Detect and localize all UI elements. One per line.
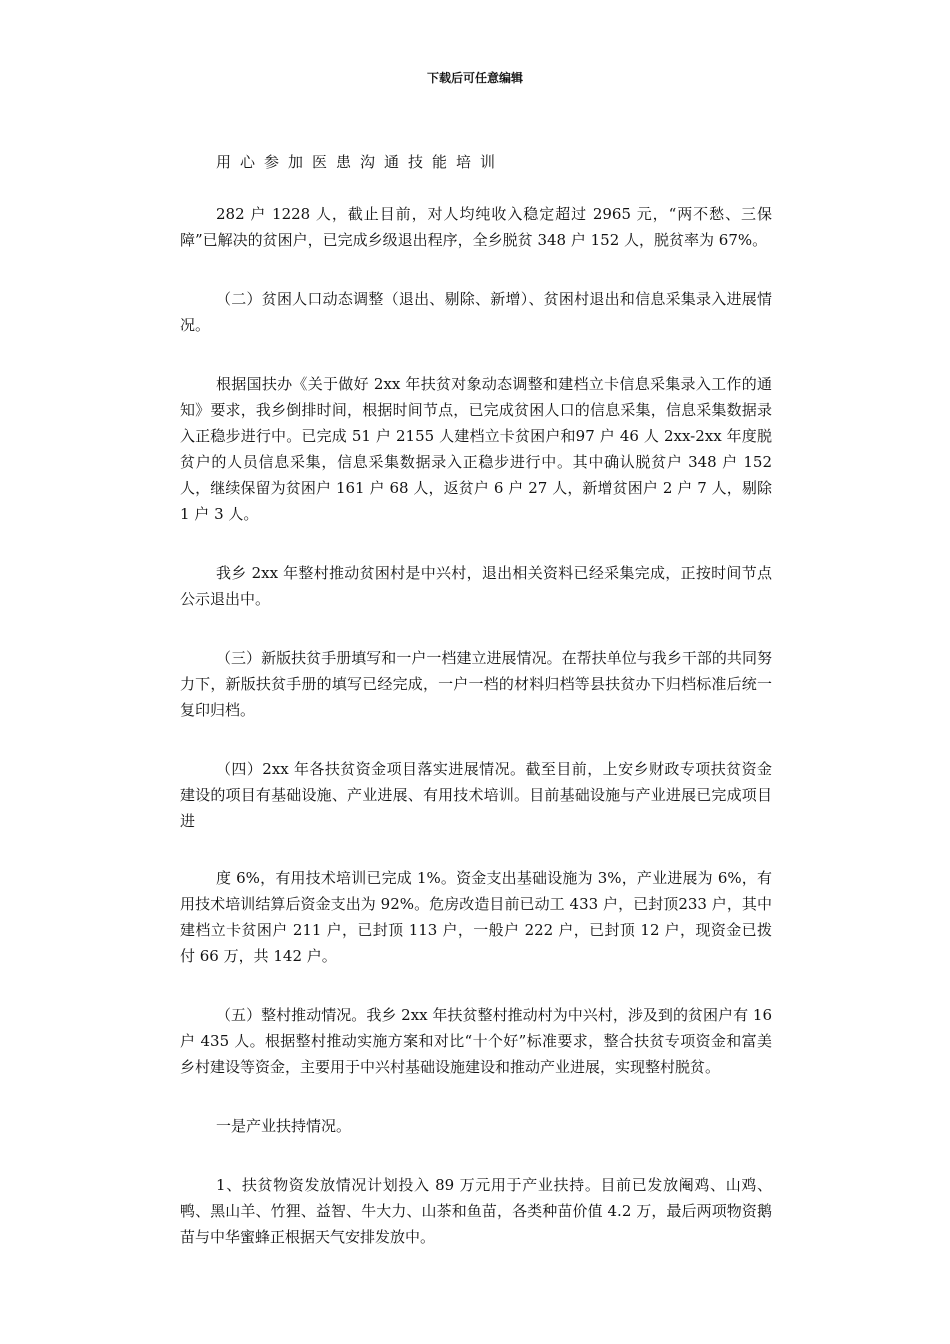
page-header: 下载后可任意编辑 <box>426 71 523 85</box>
paragraph-progress: 度 6%，有用技术培训已完成 1%。资金支出基础设施为 3%，产业进展为 6%，有用技术培训结算后资金支出为 92%。危房改造目前已动工 433 户，已封顶233 户，其中建档立卡贫困户 211 户，已封顶 113 户，一般户 222 户，已封顶 12 户，现资金已拨付 66 万，共 142 户。 <box>180 869 772 965</box>
document-body <box>180 150 772 1250</box>
paragraph-section-2-heading: （二）贫困人口动态调整（退出、剔除、新增）、贫困村退出和信息采集录入进展情况。 <box>180 290 772 334</box>
paragraph-data-collection: 根据国扶办《关于做好 2xx 年扶贫对象动态调整和建档立卡信息采集录入工作的通知》要求，我乡倒排时间，根据时间节点，已完成贫困人口的信息采集，信息采集数据录入正稳步进行中。已完成 51 户 2155 人建档立卡贫困户和97 户 46 人 2xx-2xx 年度脱贫户的人员信息采集，信息采集数据录入正稳步进行中。其中确认脱贫户 348 户 152 人，继续保留为贫困户 161 户 68 人，返贫户 6 户 27 人，新增贫困户 2 户 7 人，剔除 1 户 3 人。 <box>180 375 772 523</box>
paragraph-section-5: （五）整村推动情况。我乡 2xx 年扶贫整村推动村为中兴村，涉及到的贫困户有 16 户 435 人。根据整村推动实施方案和对比“十个好”标准要求，整合扶贫专项资金和富美乡村建设等资金，主要用于中兴村基础设施建设和推动产业进展，实现整村脱贫。 <box>180 1006 772 1076</box>
document-title: 用心参加医患沟通技能培训 <box>216 153 505 171</box>
paragraph-section-3: （三）新版扶贫手册填写和一户一档建立进展情况。在帮扶单位与我乡干部的共同努力下，新版扶贫手册的填写已经完成，一户一档的材料归档等县扶贫办下归档标准后统一复印归档。 <box>180 649 772 719</box>
paragraph-materials: 1、扶贫物资发放情况计划投入 89 万元用于产业扶持。目前已发放阉鸡、山鸡、鸭、黑山羊、竹狸、益智、牛大力、山茶和鱼苗，各类种苗价值 4.2 万，最后两项物资鹅苗与中华蜜蜂正根据天气安排发放中。 <box>180 1176 772 1246</box>
paragraph-summary: 282 户 1228 人，截止目前，对人均纯收入稳定超过 2965 元，“两不愁、三保障”已解决的贫困户，已完成乡级退出程序，全乡脱贫 348 户 152 人，脱贫率为 67%。 <box>180 205 772 249</box>
paragraph-section-4: （四）2xx 年各扶贫资金项目落实进展情况。截至目前，上安乡财政专项扶贫资金建设的项目有基础设施、产业进展、有用技术培训。目前基础设施与产业进展已完成项目进 <box>180 760 772 830</box>
paragraph-village-exit: 我乡 2xx 年整村推动贫困村是中兴村，退出相关资料已经采集完成，正按时间节点公示退出中。 <box>180 564 772 608</box>
paragraph-industry-support: 一是产业扶持情况。 <box>216 1117 352 1135</box>
